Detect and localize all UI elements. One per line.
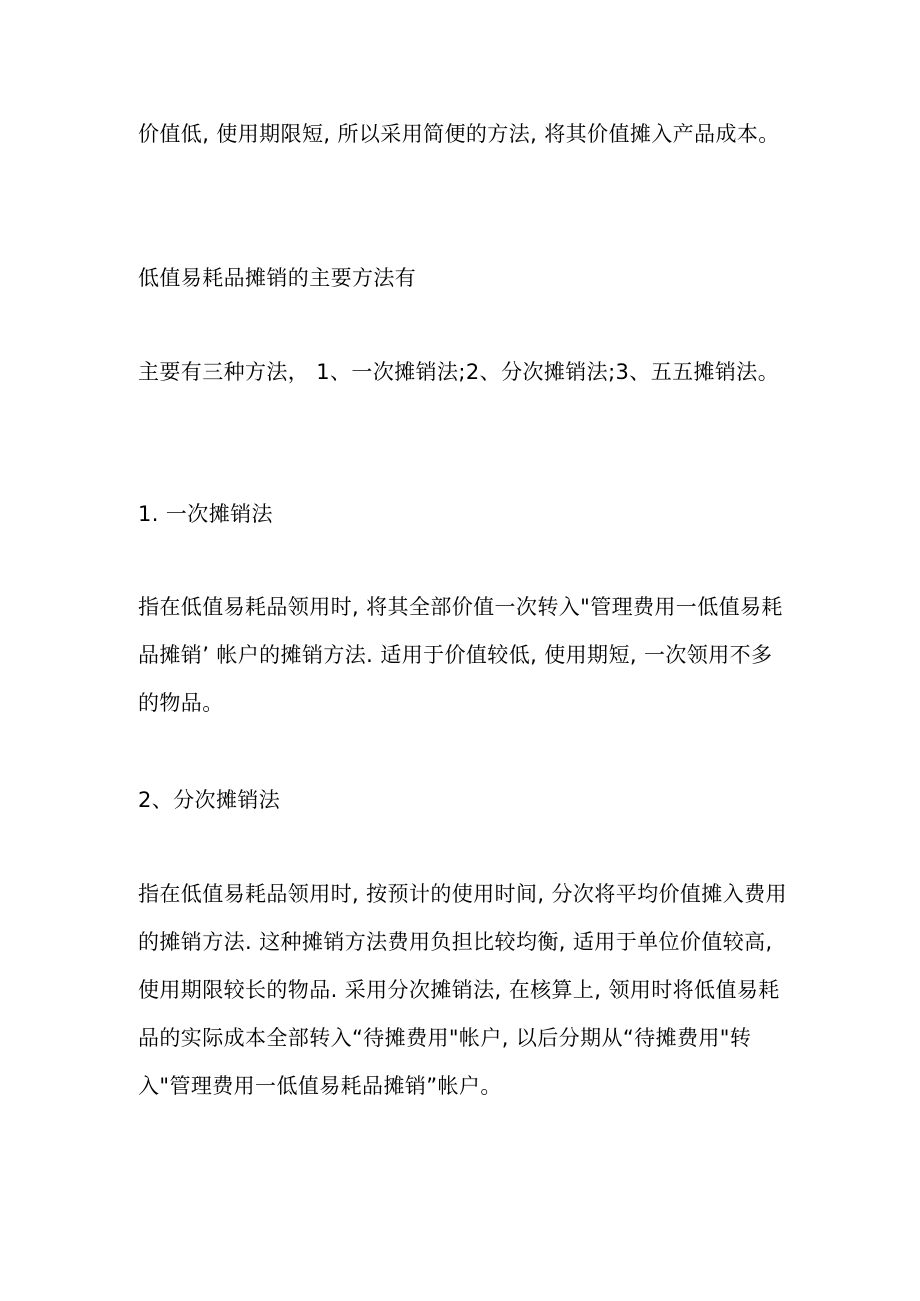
- paragraph-one-time-description: 指在低值易耗品领用时, 将其全部价值一次转入"管理费用一低值易耗品摊销’ 帐户的摊销方法. 适用于价值较低, 使用期短, 一次领用不多的物品。: [138, 595, 783, 715]
- paragraph-installment-description: 指在低值易耗品领用时, 按预计的使用时间, 分次将平均价值摊入费用的摊销方法. 这种摊销方法费用负担比较均衡, 适用于单位价值较高, 使用期限较长的物品. 采用分次摊销法, 在核算上, 领用时将低值易耗品的实际成本全部转入“待摊费用"帐户, 以后分期从“待摊费用"转入"管理费用一低值易耗品摊销”帐户。: [138, 882, 787, 1098]
- paragraph-methods-summary: 主要有三种方法， 1、一次摊销法;2、分次摊销法;3、五五摊销法。: [138, 360, 780, 384]
- paragraph-methods-heading: 低值易耗品摊销的主要方法有: [138, 266, 417, 290]
- section-heading-installment: 2、分次摊销法: [138, 788, 281, 812]
- section-heading-one-time: 1. 一次摊销法: [138, 502, 273, 526]
- paragraph-intro-continuation: 价值低, 使用期限短, 所以采用简便的方法, 将其价值摊入产品成本。: [138, 122, 780, 146]
